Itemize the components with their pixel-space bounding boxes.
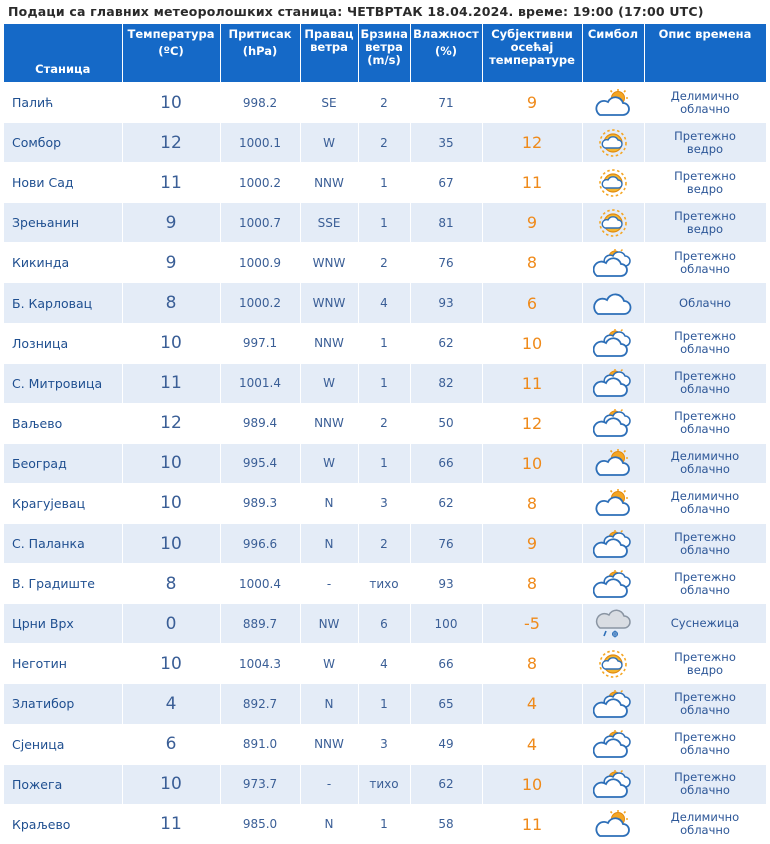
pressure-value: 1001.4 [220,363,300,403]
weather-symbol-cell [582,323,644,363]
station-name: Палић [4,83,122,123]
cloudy-icon [593,288,633,318]
table-row [4,483,766,523]
station-name: Ваљево [4,403,122,443]
table-row [4,644,766,684]
weather-description [644,764,766,804]
partly-cloudy-icon [593,88,633,118]
weather-description-line: облачно [680,502,730,517]
temperature-value: 10 [122,644,220,684]
wind-speed-value: 3 [358,483,410,523]
pressure-value: 985.0 [220,804,300,844]
wind-speed-value: 2 [358,83,410,123]
humidity-value: 62 [410,764,482,804]
humidity-value: 100 [410,604,482,644]
temperature-value: 6 [122,724,220,764]
weather-description [644,323,766,363]
weather-description-line: Претежно [674,369,736,384]
pressure-value: 989.3 [220,483,300,523]
station-name: Нови Сад [4,163,122,203]
wind-direction-value: WNW [300,243,358,283]
weather-description-line: ведро [686,662,724,677]
feels-like-value: 8 [482,564,582,604]
table-row [4,564,766,604]
station-name: Крагујевац [4,483,122,523]
wind-speed-value: 6 [358,604,410,644]
wind-direction-value: N [300,684,358,724]
wind-speed-value: 1 [358,323,410,363]
wind-direction-value: W [300,644,358,684]
weather-description-line: Претежно [674,730,736,745]
wind-speed-value: 1 [358,804,410,844]
weather-description [644,283,766,323]
wind-direction-value: W [300,363,358,403]
table-row [4,764,766,804]
partly-cloudy-icon [593,488,633,518]
wind-speed-value: 1 [358,163,410,203]
temperature-value: 9 [122,203,220,243]
weather-description [644,644,766,684]
temperature-value: 4 [122,684,220,724]
weather-description-line: облачно [680,101,730,116]
wind-speed-value: 4 [358,644,410,684]
mostly-cloudy-icon [593,769,633,799]
station-name: Црни Врх [4,604,122,644]
sleet-icon [593,609,633,639]
weather-description [644,724,766,764]
partly-cloudy-icon [593,809,633,839]
humidity-value: 76 [410,524,482,564]
weather-description [644,163,766,203]
mostly-clear-icon [593,168,633,198]
pressure-value: 998.2 [220,83,300,123]
wind-speed-value: 2 [358,524,410,564]
weather-symbol-cell [582,604,644,644]
weather-description-line: Претежно [674,529,736,544]
weather-description [644,564,766,604]
pressure-value: 1000.7 [220,203,300,243]
pressure-value: 973.7 [220,764,300,804]
humidity-value: 81 [410,203,482,243]
feels-like-value: 12 [482,123,582,163]
humidity-value: 65 [410,684,482,724]
humidity-value: 71 [410,83,482,123]
temperature-value: 0 [122,604,220,644]
humidity-value: 50 [410,403,482,443]
wind-speed-value: тихо [358,764,410,804]
weather-stations-table [4,24,767,844]
pressure-value: 1000.2 [220,163,300,203]
table-row [4,403,766,443]
wind-speed-value: 1 [358,363,410,403]
station-name: Неготин [4,644,122,684]
weather-description [644,804,766,844]
weather-description-line: облачно [680,783,730,798]
table-header-row [4,24,766,83]
humidity-value: 62 [410,323,482,363]
header-humidity-label: Влажност [413,27,479,41]
weather-description-line: облачно [680,702,730,717]
feels-like-value: 10 [482,323,582,363]
wind-direction-value: SE [300,83,358,123]
table-row [4,804,766,844]
weather-symbol-cell [582,443,644,483]
humidity-value: 49 [410,724,482,764]
wind-direction-value: W [300,123,358,163]
feels-like-value: 9 [482,524,582,564]
humidity-value: 76 [410,243,482,283]
wind-direction-value: N [300,524,358,564]
header-humidity-unit: (%) [434,44,458,58]
humidity-value: 58 [410,804,482,844]
table-row [4,604,766,644]
wind-direction-value: WNW [300,283,358,323]
header-station: Станица [4,24,122,83]
wind-direction-value: SSE [300,203,358,243]
feels-like-value: 8 [482,644,582,684]
wind-speed-value: 4 [358,283,410,323]
mostly-cloudy-icon [593,529,633,559]
weather-description [644,483,766,523]
mostly-cloudy-icon [593,689,633,719]
pressure-value: 1000.9 [220,243,300,283]
weather-description-line: Претежно [674,770,736,785]
temperature-value: 10 [122,764,220,804]
weather-symbol-cell [582,243,644,283]
header-description: Опис времена [644,24,766,83]
weather-description-line: Облачно [679,295,731,310]
table-row [4,163,766,203]
station-name: Сјеница [4,724,122,764]
temperature-value: 10 [122,83,220,123]
temperature-value: 11 [122,163,220,203]
pressure-value: 997.1 [220,323,300,363]
humidity-value: 93 [410,283,482,323]
feels-like-value: -5 [482,604,582,644]
weather-description-line: облачно [680,261,730,276]
feels-like-value: 11 [482,804,582,844]
station-name: Кикинда [4,243,122,283]
feels-like-value: 11 [482,363,582,403]
table-row [4,243,766,283]
table-row [4,283,766,323]
pressure-value: 995.4 [220,443,300,483]
page-title: Подаци са главних метеоролошких станица: ЧЕТВРТАК 18.04.2024. време: 19:00 (17:00 UTC) [8,4,704,19]
pressure-value: 889.7 [220,604,300,644]
feels-like-value: 10 [482,764,582,804]
table-row [4,724,766,764]
table-row [4,323,766,363]
partly-cloudy-icon [593,448,633,478]
mostly-cloudy-icon [593,569,633,599]
weather-description-line: Претежно [674,128,736,143]
temperature-value: 10 [122,483,220,523]
pressure-value: 989.4 [220,403,300,443]
mostly-clear-icon [593,649,633,679]
mostly-cloudy-icon [593,729,633,759]
weather-symbol-cell [582,524,644,564]
feels-like-value: 9 [482,203,582,243]
header-feels-like: Субјективни осећај температуре [482,24,582,83]
wind-direction-value: - [300,764,358,804]
mostly-cloudy-icon [593,368,633,398]
humidity-value: 82 [410,363,482,403]
wind-speed-value: 2 [358,403,410,443]
wind-speed-value: 1 [358,203,410,243]
temperature-value: 12 [122,123,220,163]
humidity-value: 66 [410,443,482,483]
weather-description-line: Делимично [670,88,740,103]
header-symbol: Симбол [582,24,644,83]
wind-speed-value: 1 [358,443,410,483]
header-wind-speed: Брзина ветра (m/s) [358,24,410,83]
wind-direction-value: NNW [300,323,358,363]
feels-like-value: 9 [482,83,582,123]
weather-description [644,243,766,283]
wind-direction-value: NW [300,604,358,644]
weather-description-line: Делимично [670,810,740,825]
weather-description-line: Претежно [674,649,736,664]
temperature-value: 10 [122,443,220,483]
pressure-value: 891.0 [220,724,300,764]
pressure-value: 996.6 [220,524,300,564]
weather-description-line: облачно [680,542,730,557]
temperature-value: 12 [122,403,220,443]
header-temperature [122,24,220,83]
wind-speed-value: 1 [358,684,410,724]
weather-symbol-cell [582,564,644,604]
humidity-value: 35 [410,123,482,163]
weather-symbol-cell [582,123,644,163]
weather-description-line: Делимично [670,449,740,464]
weather-description-line: облачно [680,382,730,397]
weather-description [644,403,766,443]
weather-description-line: облачно [680,462,730,477]
table-row [4,123,766,163]
mostly-cloudy-icon [593,248,633,278]
weather-symbol-cell [582,203,644,243]
weather-symbol-cell [582,684,644,724]
header-pressure [220,24,300,83]
weather-description [644,604,766,644]
feels-like-value: 4 [482,684,582,724]
weather-description-line: Претежно [674,689,736,704]
weather-symbol-cell [582,804,644,844]
weather-symbol-cell [582,83,644,123]
weather-symbol-cell [582,644,644,684]
header-humidity [410,24,482,83]
temperature-value: 10 [122,524,220,564]
table-row [4,203,766,243]
station-name: Б. Карловац [4,283,122,323]
station-name: Краљево [4,804,122,844]
weather-description-line: ведро [686,141,724,156]
wind-speed-value: 3 [358,724,410,764]
temperature-value: 11 [122,804,220,844]
weather-description-line: Претежно [674,409,736,424]
wind-speed-value: 2 [358,243,410,283]
weather-description [644,363,766,403]
feels-like-value: 6 [482,283,582,323]
header-wind-direction: Правац ветра [300,24,358,83]
weather-description [644,123,766,163]
temperature-value: 8 [122,564,220,604]
header-temperature-unit: (ºC) [158,44,184,58]
temperature-value: 10 [122,323,220,363]
humidity-value: 67 [410,163,482,203]
feels-like-value: 11 [482,163,582,203]
feels-like-value: 12 [482,403,582,443]
weather-description-line: Претежно [674,208,736,223]
mostly-clear-icon [593,128,633,158]
pressure-value: 1000.4 [220,564,300,604]
table-row [4,363,766,403]
station-name: Пожега [4,764,122,804]
weather-description-line: Делимично [670,489,740,504]
weather-symbol-cell [582,163,644,203]
table-row [4,443,766,483]
wind-direction-value: N [300,483,358,523]
weather-symbol-cell [582,283,644,323]
station-name: Златибор [4,684,122,724]
weather-symbol-cell [582,724,644,764]
station-name: С. Митровица [4,363,122,403]
wind-direction-value: NNW [300,163,358,203]
weather-description [644,83,766,123]
station-name: В. Градиште [4,564,122,604]
weather-description-line: облачно [680,582,730,597]
weather-description-line: Претежно [674,168,736,183]
station-name: Сомбор [4,123,122,163]
pressure-value: 1000.2 [220,283,300,323]
weather-description-line: облачно [680,422,730,437]
wind-direction-value: NNW [300,403,358,443]
wind-direction-value: NNW [300,724,358,764]
pressure-value: 1000.1 [220,123,300,163]
weather-description [644,684,766,724]
pressure-value: 1004.3 [220,644,300,684]
weather-description-line: облачно [680,743,730,758]
weather-symbol-cell [582,483,644,523]
mostly-cloudy-icon [593,328,633,358]
humidity-value: 62 [410,483,482,523]
weather-description-line: Суснежица [670,616,740,631]
header-pressure-unit: (hPa) [242,44,278,58]
wind-direction-value: N [300,804,358,844]
feels-like-value: 8 [482,483,582,523]
weather-symbol-cell [582,363,644,403]
weather-description-line: Претежно [674,569,736,584]
temperature-value: 9 [122,243,220,283]
wind-direction-value: W [300,443,358,483]
header-pressure-label: Притисак [228,27,292,41]
station-name: Зрењанин [4,203,122,243]
mostly-cloudy-icon [593,408,633,438]
weather-description-line: ведро [686,221,724,236]
wind-direction-value: - [300,564,358,604]
station-name: Лозница [4,323,122,363]
feels-like-value: 8 [482,243,582,283]
table-row [4,83,766,123]
weather-description-line: облачно [680,342,730,357]
temperature-value: 8 [122,283,220,323]
table-row [4,524,766,564]
weather-description-line: Претежно [674,248,736,263]
mostly-clear-icon [593,208,633,238]
weather-symbol-cell [582,764,644,804]
humidity-value: 66 [410,644,482,684]
pressure-value: 892.7 [220,684,300,724]
wind-speed-value: 2 [358,123,410,163]
humidity-value: 93 [410,564,482,604]
weather-symbol-cell [582,403,644,443]
feels-like-value: 10 [482,443,582,483]
temperature-value: 11 [122,363,220,403]
weather-description [644,203,766,243]
station-name: Београд [4,443,122,483]
table-row [4,684,766,724]
weather-description-line: Претежно [674,329,736,344]
station-name: С. Паланка [4,524,122,564]
weather-description [644,524,766,564]
weather-description-line: облачно [680,823,730,838]
weather-description [644,443,766,483]
weather-description-line: ведро [686,181,724,196]
wind-speed-value: тихо [358,564,410,604]
header-temperature-label: Температура [127,27,215,41]
feels-like-value: 4 [482,724,582,764]
